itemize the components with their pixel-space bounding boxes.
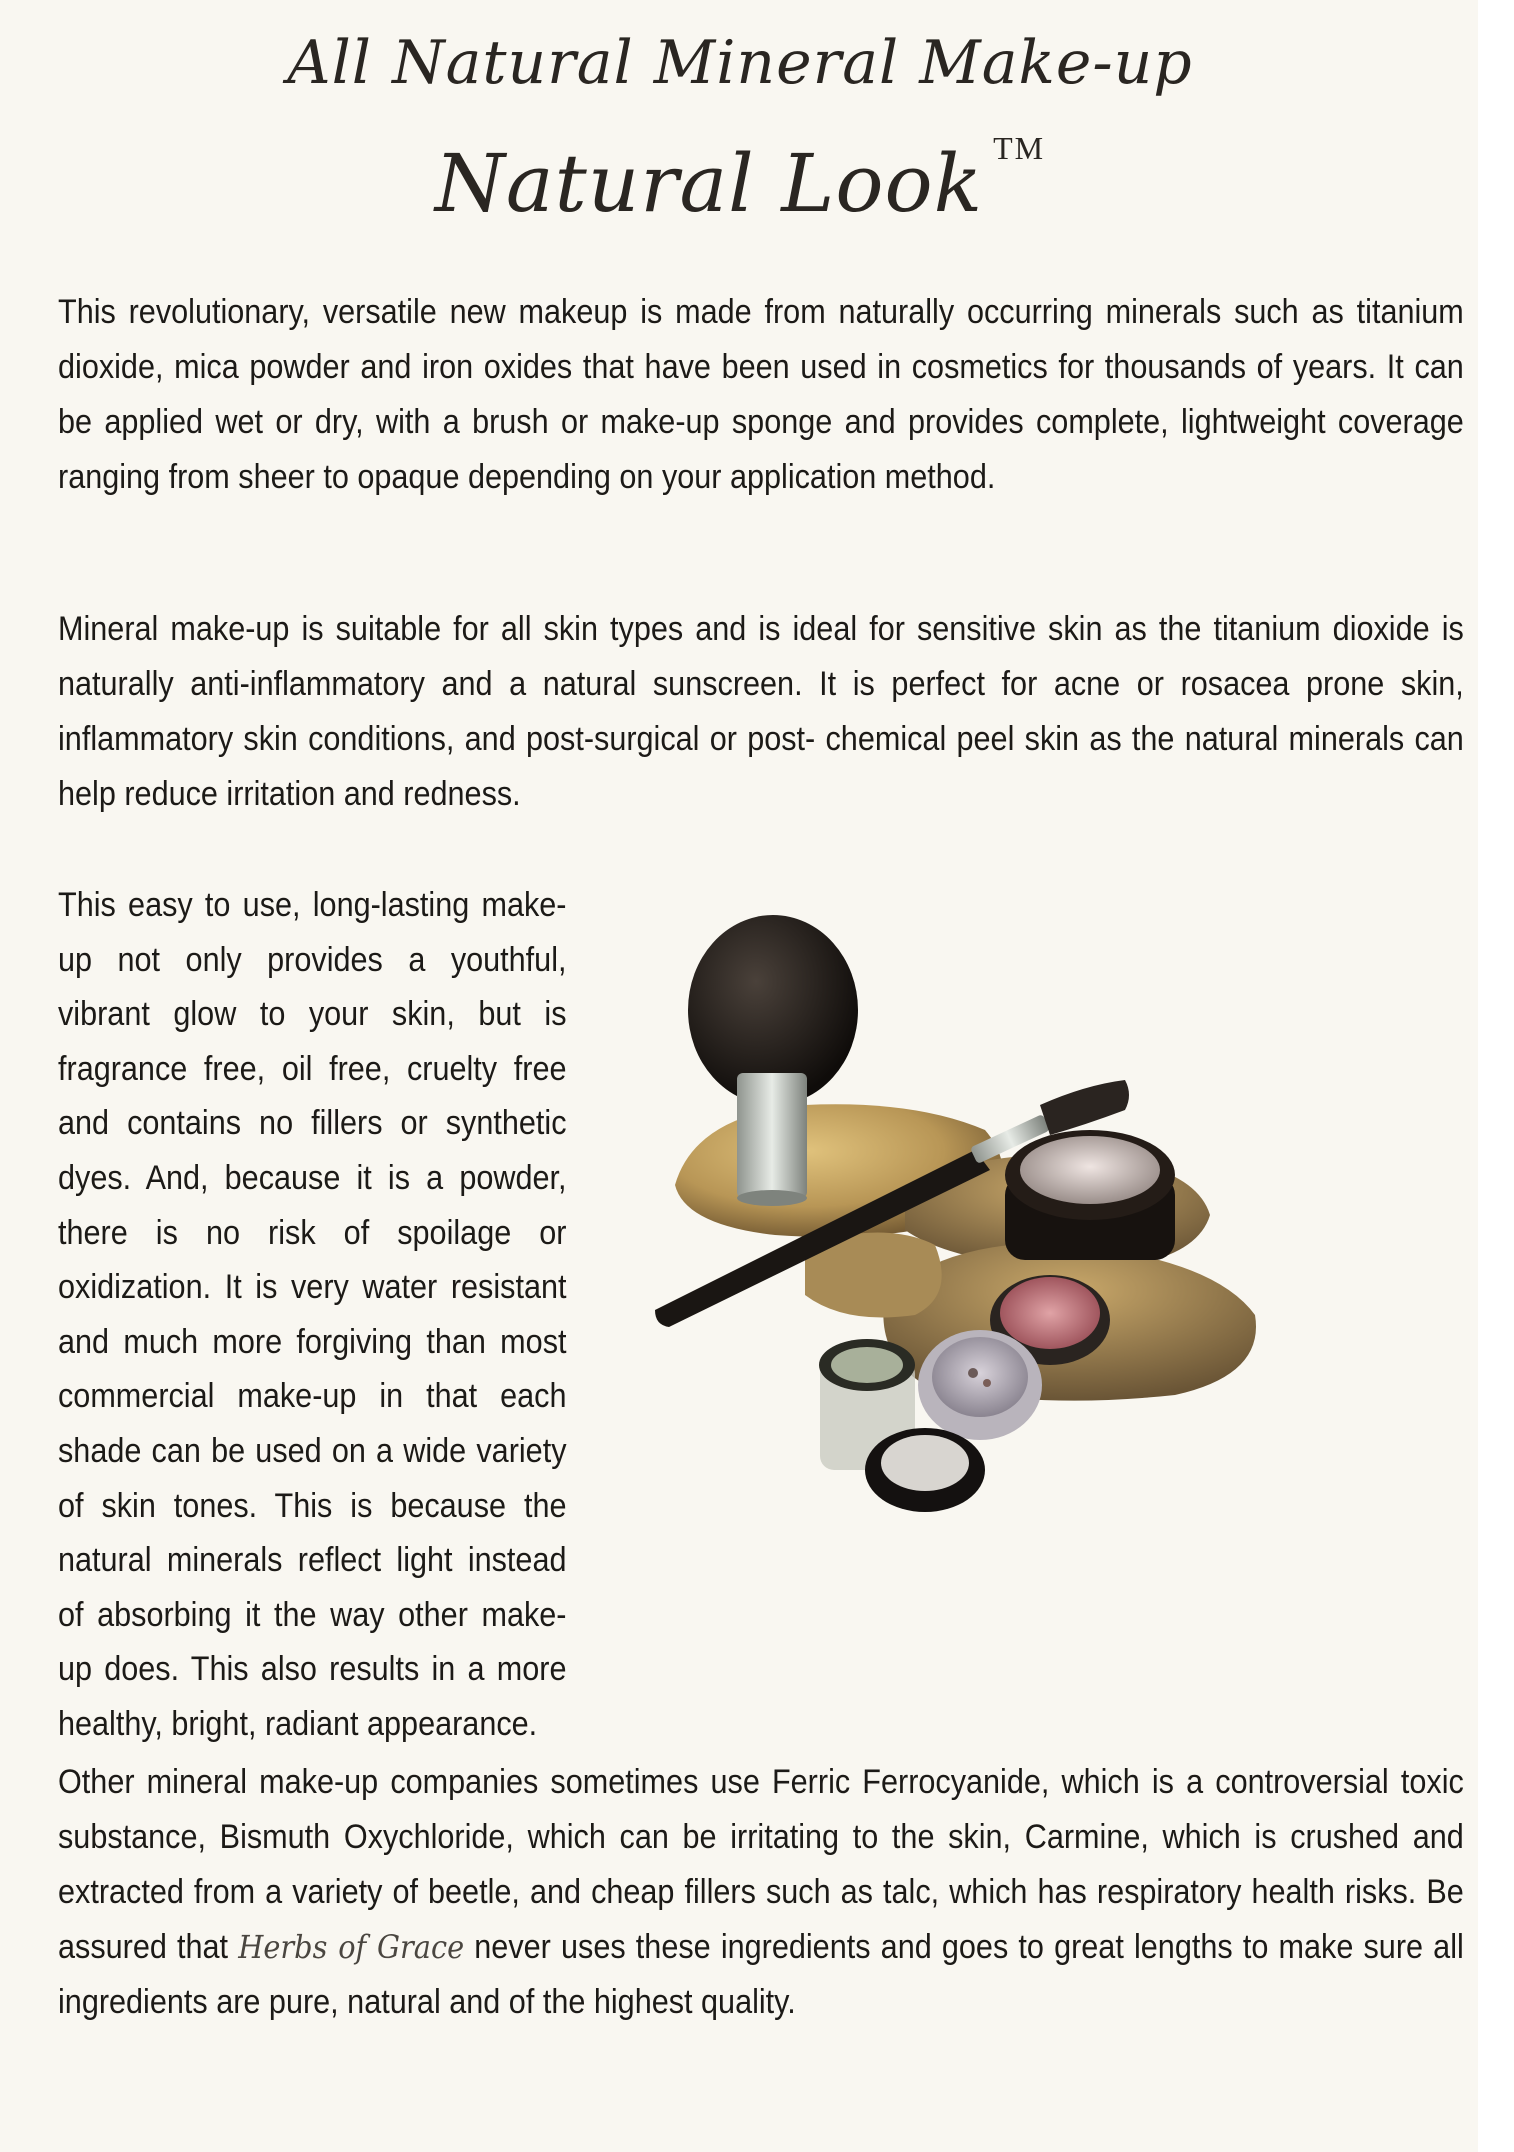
scan-margin <box>1478 0 1514 2152</box>
page-title <box>0 28 1480 98</box>
product-photo <box>655 915 1415 1555</box>
brand-name: Herbs of Grace <box>238 1928 465 1966</box>
skin-types-paragraph: Mineral make-up is suitable for all skin types and is ideal for sensitive skin as the titanium dioxide is naturally anti-inflammatory and a natural sunscreen. It is perfect for acne or rosacea prone skin, inflammatory skin conditions, and post-surgical or post- chemical peel skin as the natural minerals can help reduce irritation and redness. <box>58 610 1464 813</box>
small-black-jar <box>865 1428 985 1512</box>
closing-text-start: Other mineral make-up companies sometimes use Ferric Ferrocyanide, which is a controversial toxic substance, Bismuth Oxychloride, which can be irritating to the skin, Carmine, which is crushed and extracted from a variety of beetle, and cheap fillers such as talc, which has respiratory health risks. Be assured that <box>58 1763 1464 1966</box>
intro-paragraph: This revolutionary, versatile new makeup is made from naturally occurring minerals such as titanium dioxide, mica powder and iron oxides that have been used in cosmetics for thousands of years. It can be applied wet or dry, with a brush or make-up sponge and provides complete, lightweight coverage ranging from sheer to opaque depending on your application method. <box>58 293 1464 496</box>
clear-jar-grey <box>918 1330 1042 1440</box>
page-title-text: All Natural Mineral Make-up <box>287 28 1193 98</box>
benefits-paragraph: This easy to use, long-lasting make-up not only provides a youthful, vibrant glow to your skin, but is fragrance free, oil free, cruelty free and contains no fillers or synthetic dyes. And, because it is a powder, there is no risk of spoilage or oxidization. It is very water resistant and much more forgiving than most commercial make-up in that each shade can be used on a wide variety of skin tones. This is because the natural minerals reflect light instead of absorbing it the way other make-up does. This also results in a more healthy, bright, radiant appearance. <box>58 886 567 1743</box>
closing-text-end: never uses these ingredients and goes to great lengths to make sure all ingredients are pure, natural and of the highest quality. <box>58 1928 1464 2021</box>
large-jar <box>1005 1130 1175 1260</box>
closing-paragraph <box>58 1755 1464 2030</box>
product-name-text: Natural Look <box>434 137 984 230</box>
product-name <box>0 130 1480 230</box>
trademark-mark: TM <box>993 130 1046 166</box>
